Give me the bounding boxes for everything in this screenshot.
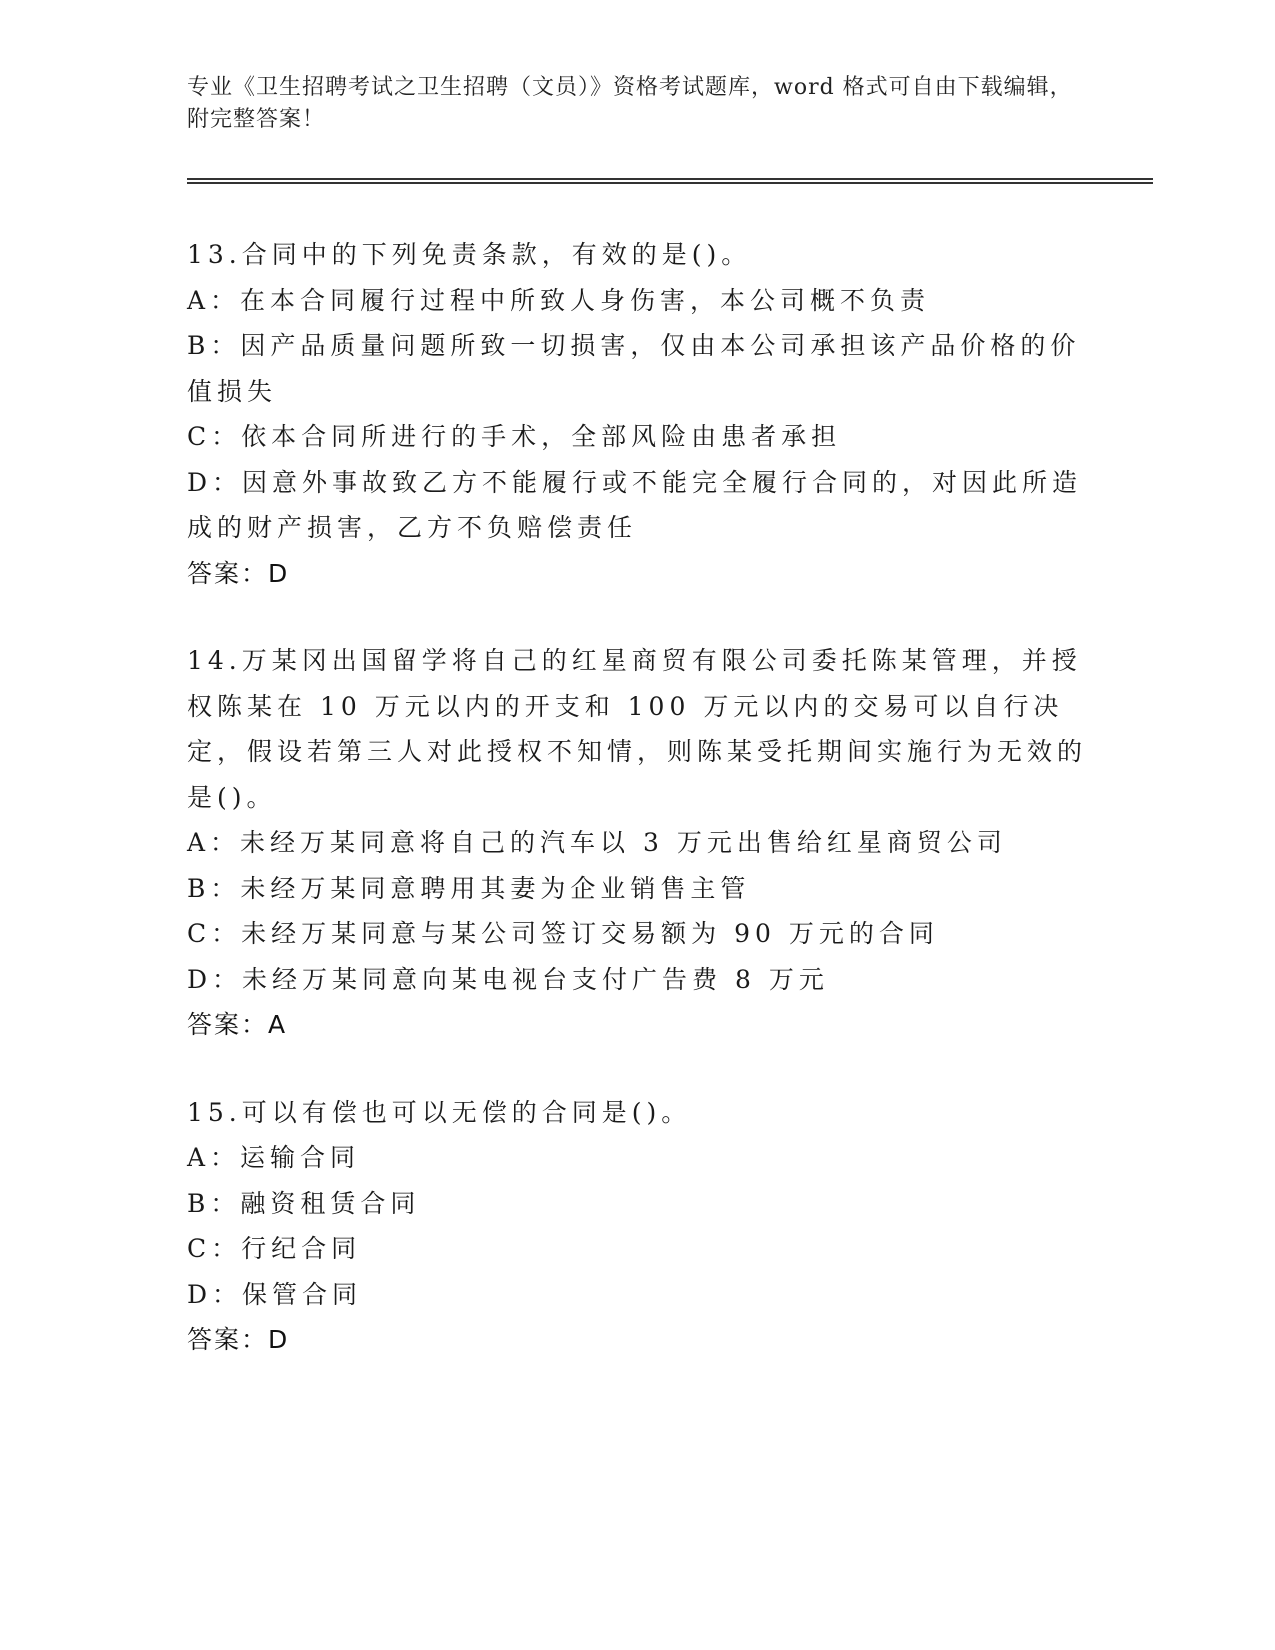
option-b: B：融资租赁合同 (187, 1188, 421, 1218)
option-b: B：未经万某同意聘用其妻为企业销售主管 (187, 873, 751, 903)
document-header (187, 72, 1087, 136)
question-14 (187, 638, 1087, 1048)
option-a: A：未经万某同意将自己的汽车以 3 万元出售给红星商贸公司 (187, 828, 1007, 857)
option-d: D：因意外事故致乙方不能履行或不能完全履行合同的，对因此所造成的财产损害，乙方不负赔偿责任 (187, 467, 1083, 542)
option-c: C：依本合同所进行的手术，全部风险由患者承担 (187, 422, 842, 451)
option-b: B：因产品质量问题所致一切损害，仅由本公司承担该产品价格的价值损失 (187, 331, 1081, 406)
question-stem: 14.万某冈出国留学将自己的红星商贸有限公司委托陈某管理，并授权陈某在 10 万元以内的开支和 100 万元以内的交易可以自行决定，假设若第三人对此授权不知情，则陈某受托期间实施行为无效的是()。 (187, 646, 1088, 812)
question-15 (187, 1090, 1087, 1363)
header-intro-text: 专业《卫生招聘考试之卫生招聘（文员）》资格考试题库，word 格式可自由下载编辑，附完整答案！ (187, 75, 1073, 132)
question-list (187, 232, 1087, 1405)
header-divider (187, 178, 1153, 184)
option-c: C：行纪合同 (187, 1234, 362, 1263)
option-c: C：未经万某同意与某公司签订交易额为 90 万元的合同 (187, 919, 939, 948)
option-a: A：运输合同 (187, 1143, 361, 1172)
question-stem: 15.可以有偿也可以无偿的合同是()。 (187, 1097, 692, 1127)
question-stem: 13.合同中的下列免责条款，有效的是()。 (187, 240, 752, 269)
option-a: A：在本合同履行过程中所致人身伤害，本公司概不负责 (187, 285, 931, 315)
option-d: D：保管合同 (187, 1279, 363, 1309)
answer-line: 答案：D (187, 558, 290, 588)
answer-line: 答案：A (187, 1010, 288, 1039)
option-d: D：未经万某同意向某电视台支付广告费 8 万元 (187, 964, 829, 994)
answer-line: 答案：D (187, 1325, 290, 1354)
question-13 (187, 232, 1087, 596)
